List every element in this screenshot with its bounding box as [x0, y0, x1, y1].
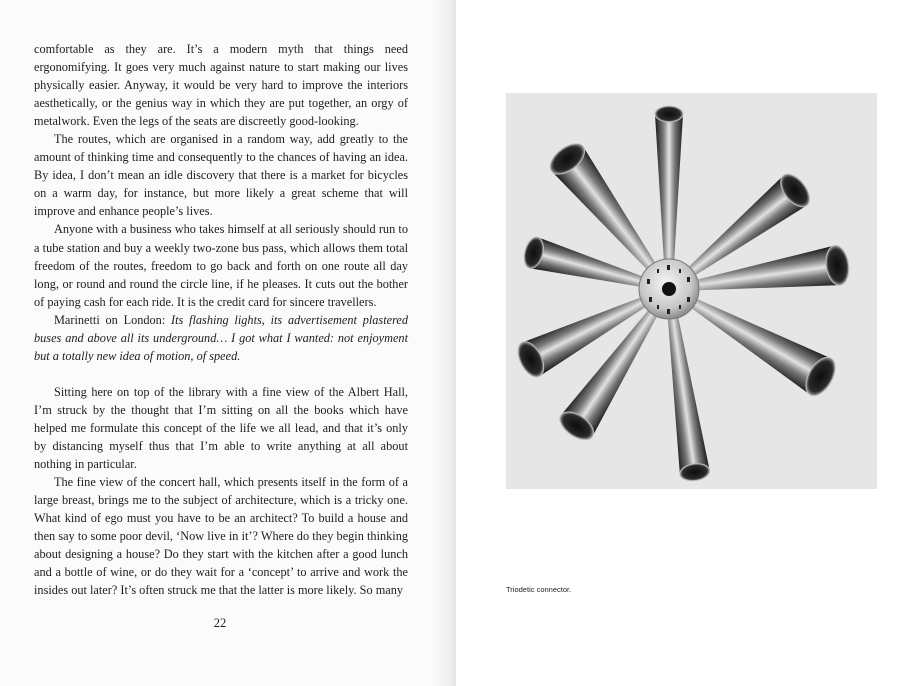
marinetti-quote: Its flashing lights, its advertisement plastered buses and above all its underground… I got what I wanted: not enjoyment but a totally new idea of motion, of speed. — [34, 312, 409, 363]
triodetic-connector-photo — [506, 93, 877, 489]
tube-5 — [658, 313, 711, 483]
page-number: 22 — [213, 616, 227, 630]
paragraph-2: The routes, which are organised in a random way, add greatly to the amount of thinking time and consequently to the chances of having an idea. By idea, I don’t mean an idle discovery that there is a market for bicycles on a warm day, for instance, but more likely a great scheme that will improve and enhance people’s lives. — [34, 132, 408, 219]
quote-intro: Marinetti on London: — [54, 312, 171, 327]
connector-illustration — [506, 93, 877, 489]
paragraph-5: Sitting here on top of the library with a fine view of the Albert Hall, I’m struck by the thought that I’m sitting on all the books which have helped me formulate this concept of the life we all lead, and that it’s only by distancing myself thus that I’m able to write anything at all about nothing in particular. — [34, 384, 408, 472]
figure-caption: Triodetic connector. — [506, 585, 572, 594]
tube-4 — [681, 284, 841, 401]
tube-1 — [655, 106, 683, 263]
paragraph-4 — [34, 311, 408, 365]
hub — [639, 259, 699, 319]
body-text — [34, 40, 408, 599]
paragraph-3: Anyone with a business who takes himself at all seriously should run to a tube station and buy a weekly two-zone bus pass, which allows them total freedom of the routes, freedom to go back and forth on one route all day long, or round and round the circle line, if he pleases. It cuts out the bother of paying cash for each ride. It is the credit card for sincere travellers. — [34, 222, 408, 309]
paragraph-6: The fine view of the concert hall, which presents itself in the form of a large breast, brings me to the subject of architecture, which is a tricky one. What kind of ego must you have to be an architect? To build a house and then say to some poor devil, ‘Now live in it’? Where do they begin thinking about designing a house? Do they start with the kitchen after a good lunch and a bottle of wine, or do they wait for a ‘concept’ to arrive and work the insides out later? It’s often struck me that the latter is more likely. So many — [34, 475, 408, 598]
paragraph-1: comfortable as they are. It’s a modern myth that things need ergonomifying. It goes very much against nature to start making our lives physically easier. Anyway, it would be very hard to improve the interiors aesthetically, or the genius way in which they are put together, an orgy of metalwork. Even the legs of the seats are discreetly good-looking. — [34, 42, 408, 129]
